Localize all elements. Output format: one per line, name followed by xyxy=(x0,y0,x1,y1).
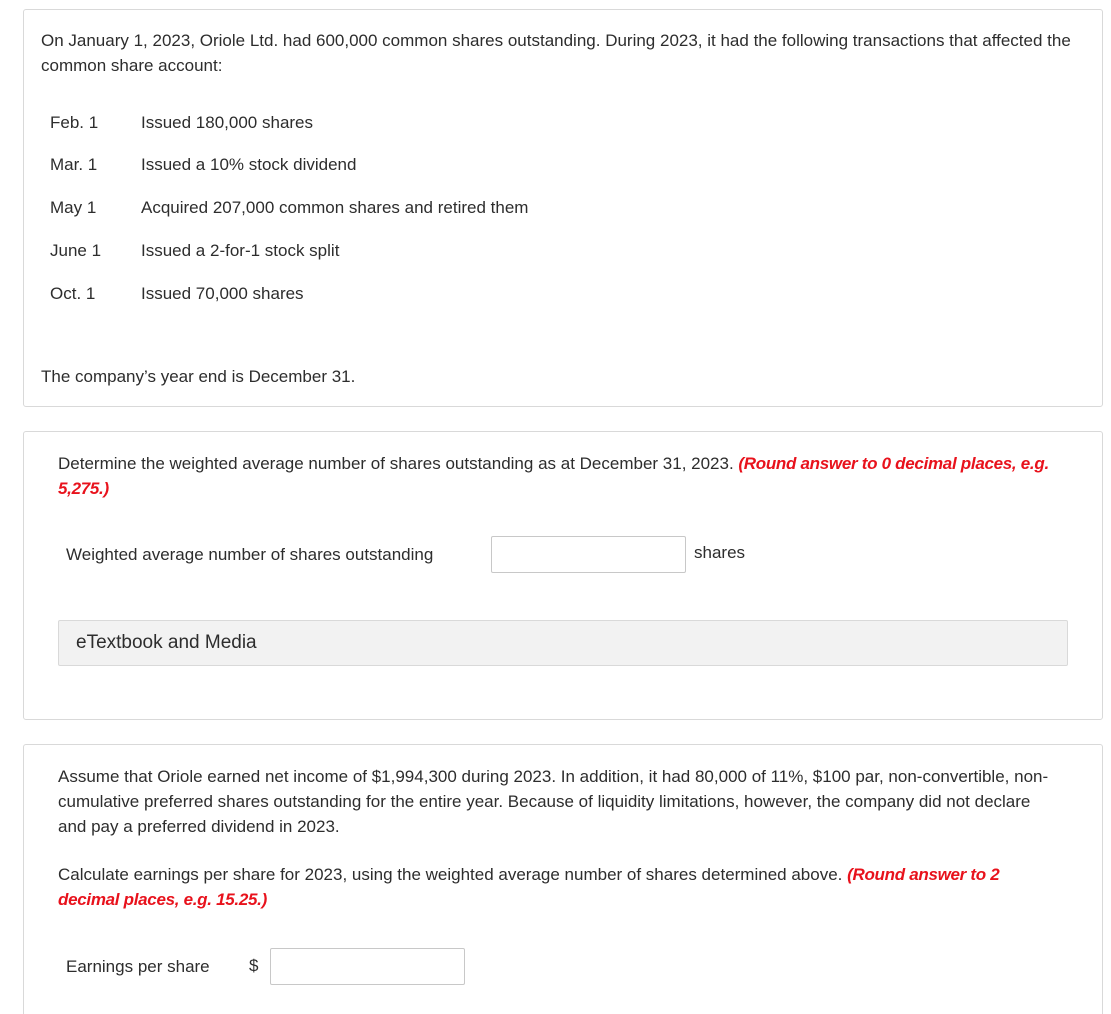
question-prompt: Calculate earnings per share for 2023, using the weighted average number of shares determined above. xyxy=(58,865,843,884)
year-end-note: The company’s year end is December 31. xyxy=(41,367,356,386)
question-text xyxy=(58,862,1062,912)
context-text: Assume that Oriole earned net income of $1,994,300 during 2023. In addition, it had 80,000 of 11%, $100 par, non-convertible, non-cumulative preferred shares outstanding for the entire year. Because of liquidity limitations, however, the company did not declare and pay a preferred dividend in 2023. xyxy=(58,767,1049,836)
rounding-hint: (Round answer to 2 decimal places, e.g. 15.25.) xyxy=(58,865,1000,909)
shares-unit-label: shares xyxy=(694,543,746,562)
rounding-hint: (Round answer to 0 decimal places, e.g. 5,275.) xyxy=(58,454,1049,498)
question-card-eps xyxy=(23,744,1103,1014)
problem-card xyxy=(23,9,1103,407)
transaction-description: Issued 70,000 shares xyxy=(141,284,304,303)
eps-input[interactable] xyxy=(270,948,465,985)
question-prompt: Determine the weighted average number of shares outstanding as at December 31, 2023. xyxy=(58,454,734,473)
eps-label: Earnings per share xyxy=(66,957,210,976)
question-text xyxy=(58,451,1062,501)
transaction-description: Acquired 207,000 common shares and retired them xyxy=(141,198,529,217)
question-card-weighted-average xyxy=(23,431,1103,720)
etextbook-media-button[interactable]: eTextbook and Media xyxy=(58,620,1068,666)
transaction-date: May 1 xyxy=(50,198,97,217)
transaction-date: Mar. 1 xyxy=(50,155,98,174)
dollar-sign: $ xyxy=(249,956,259,975)
problem-intro: On January 1, 2023, Oriole Ltd. had 600,000 common shares outstanding. During 2023, it had the following transactions that affected the common share account: xyxy=(41,31,1071,75)
transaction-date: Feb. 1 xyxy=(50,113,99,132)
transaction-date: Oct. 1 xyxy=(50,284,96,303)
weighted-average-input[interactable] xyxy=(491,536,686,573)
weighted-average-label: Weighted average number of shares outstanding xyxy=(66,545,434,564)
transaction-description: Issued a 10% stock dividend xyxy=(141,155,357,174)
transaction-description: Issued 180,000 shares xyxy=(141,113,314,132)
transaction-date: June 1 xyxy=(50,241,102,260)
transaction-description: Issued a 2-for-1 stock split xyxy=(141,241,340,260)
